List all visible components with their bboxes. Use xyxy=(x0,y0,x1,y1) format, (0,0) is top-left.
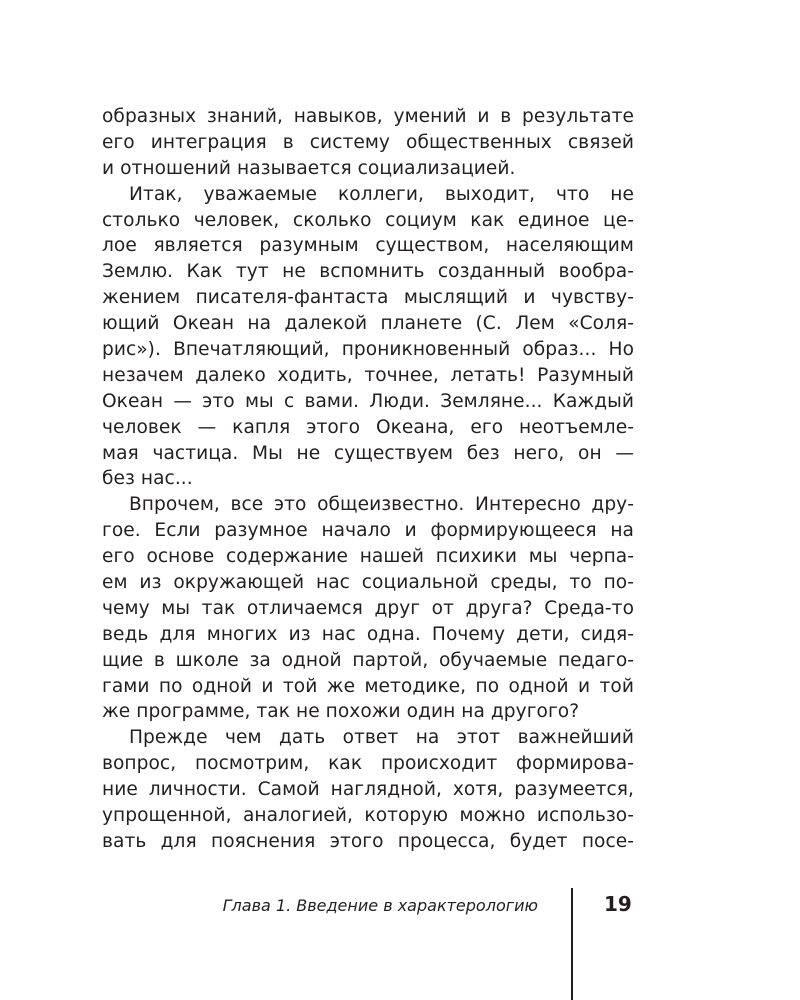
text-line: Землю. Как тут не вспомнить созданный вообра- xyxy=(102,261,634,283)
text-line: жением писателя-фантаста мыслящий и чувству- xyxy=(102,287,634,309)
text-line: ем из окружающей нас социальной среды, то по- xyxy=(102,572,634,594)
text-line: гое. Если разумное начало и формирующееся на xyxy=(102,520,634,542)
text-line: ющий Океан на далекой планете (С. Лем «Соля- xyxy=(102,313,634,335)
text-line: Прежде чем дать ответ на этот важнейший xyxy=(129,727,634,749)
text-line: упрощенной, аналогией, которую можно использо- xyxy=(102,805,634,827)
text-line: без нас... xyxy=(102,468,193,490)
text-line: Океан — это мы с вами. Люди. Земляне... Каждый xyxy=(102,390,634,412)
text-line: вопрос, посмотрим, как происходит формирова- xyxy=(102,753,634,775)
text-line: вать для пояснения этого процесса, будет посе- xyxy=(102,830,634,852)
text-line: ние личности. Самой наглядной, хотя, разумеется, xyxy=(102,779,634,801)
text-line: щие в школе за одной партой, обучаемые педаго- xyxy=(102,649,634,671)
text-line: ведь для многих из нас одна. Почему дети, сидя- xyxy=(102,623,634,645)
text-line: гами по одной и той же методике, по одной и той xyxy=(102,675,634,697)
text-line: столько человек, сколько социум как единое це- xyxy=(102,209,634,231)
text-line: человек — капля этого Океана, его неотъемле- xyxy=(102,416,634,438)
footer-divider xyxy=(571,888,573,1000)
page-number: 19 xyxy=(604,892,632,916)
running-footer-chapter-title: Глава 1. Введение в характерологию xyxy=(222,896,538,915)
text-line: чему мы так отличаемся друг от друга? Среда-то xyxy=(102,597,634,619)
text-line: же программе, так не похожи один на другого? xyxy=(102,701,580,723)
text-line: лое является разумным существом, населяющим xyxy=(102,235,634,257)
text-line: и отношений называется социализацией. xyxy=(102,157,516,179)
text-line: образных знаний, навыков, умений и в результате xyxy=(102,106,634,127)
text-line: его интеграция в систему общественных связей xyxy=(102,131,634,153)
text-line: рис»). Впечатляющий, проникновенный образ... Но xyxy=(102,339,634,361)
text-line: мая частица. Мы не существуем без него, он — xyxy=(102,442,634,464)
body-text xyxy=(102,104,634,855)
text-line: его основе содержание нашей психики мы черпа- xyxy=(102,546,634,568)
text-line: Итак, уважаемые коллеги, выходит, что не xyxy=(129,183,634,205)
text-line: незачем далеко ходить, точнее, летать! Разумный xyxy=(102,364,634,386)
text-line: Впрочем, все это общеизвестно. Интересно дру- xyxy=(129,494,634,516)
